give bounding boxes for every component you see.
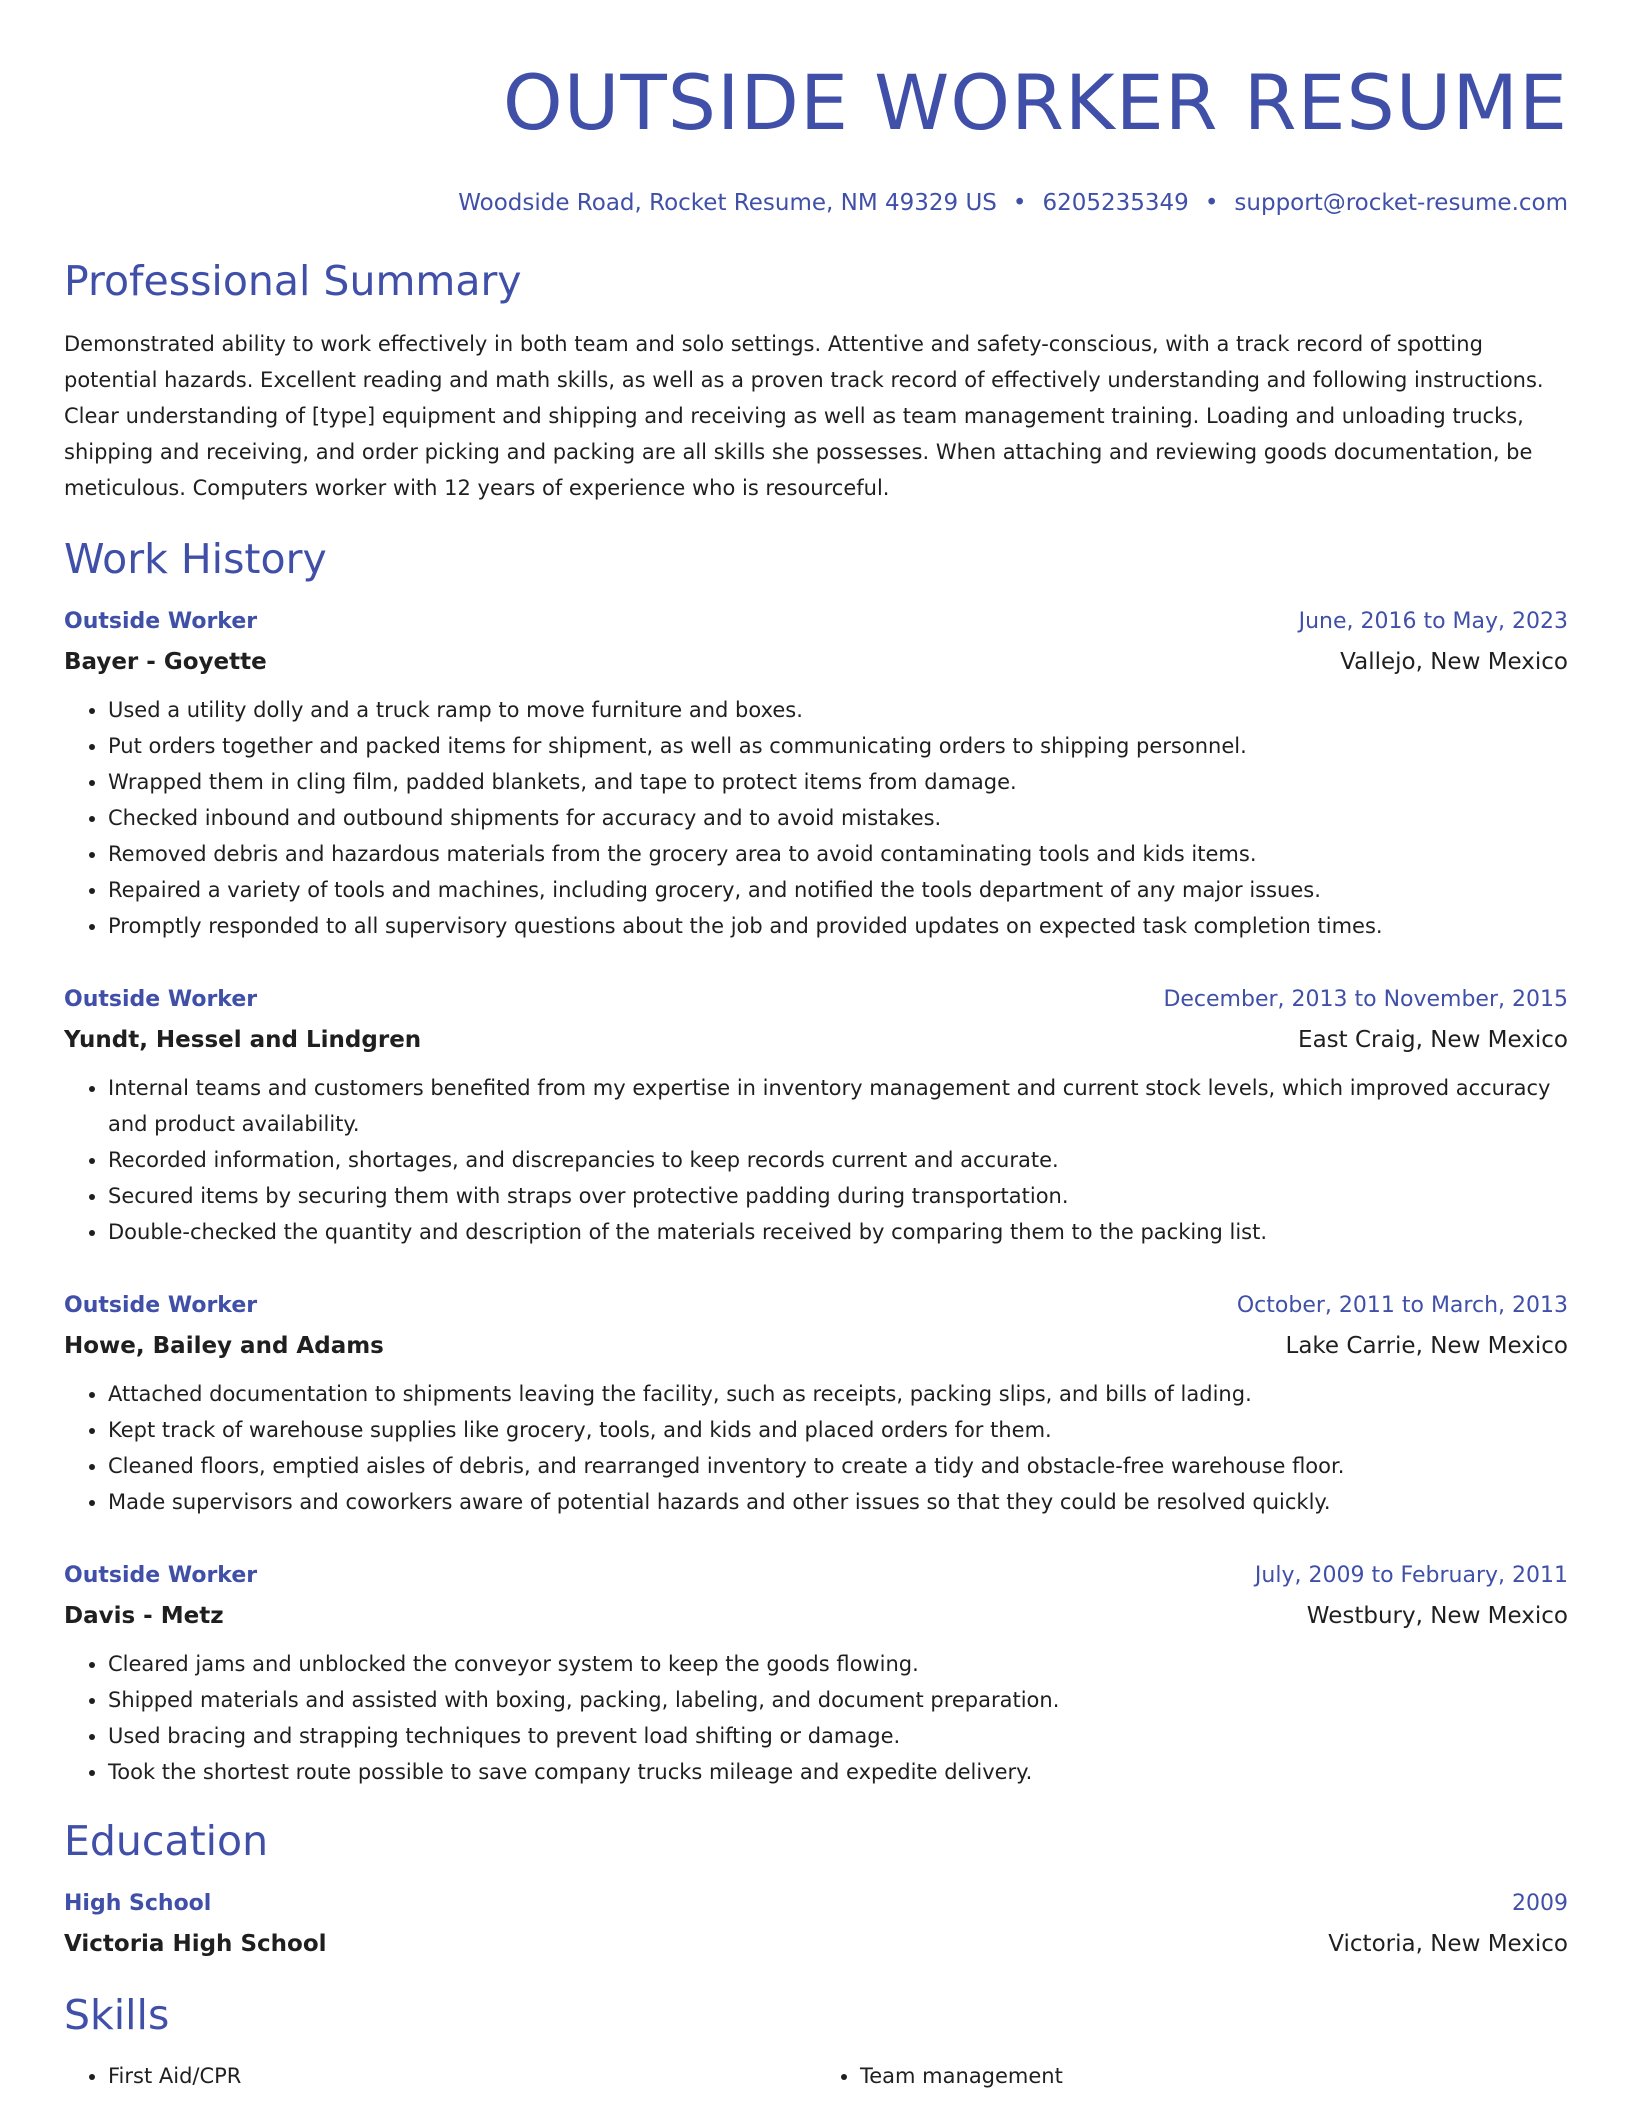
- job-bullet: • Kept track of warehouse supplies like grocery, tools, and kids and placed orders for them.: [108, 1412, 1568, 1448]
- job-bullets: [64, 1376, 1568, 1520]
- summary-text: Demonstrated ability to work effectively in both team and solo settings. Attentive and safety-conscious, with a track record of spotting potential hazards. Excellent reading and math skills, as well as a proven track record of effectively understanding and following instructions. Clear understanding of [type] equipment and shipping and receiving as well as team management training. Loading and unloading trucks, shipping and receiving, and order picking and packing are all skills she possesses. When attaching and reviewing goods documentation, be meticulous. Computers worker with 12 years of experience who is resourceful.: [64, 332, 1544, 500]
- job-location: Vallejo, New Mexico: [1340, 649, 1568, 675]
- contact-line: [64, 190, 1568, 216]
- job-employer-row: [64, 1596, 1568, 1636]
- job-dates: December, 2013 to November, 2015: [1163, 987, 1568, 1012]
- job-location: Lake Carrie, New Mexico: [1285, 1333, 1568, 1359]
- education-heading: Education: [64, 1817, 269, 1865]
- skills-heading: Skills: [64, 1991, 170, 2039]
- job-entry: [64, 980, 1568, 1250]
- skill-item: • First Aid/CPR: [108, 2058, 816, 2094]
- job-bullet: • Attached documentation to shipments leaving the facility, such as receipts, packing slips, and bills of lading.: [108, 1376, 1568, 1412]
- contact-separator: •: [1204, 190, 1219, 216]
- skills-column-left: [64, 2058, 816, 2094]
- job-title: Outside Worker: [64, 1293, 258, 1318]
- job-location: East Craig, New Mexico: [1298, 1027, 1568, 1053]
- resume-page: [64, 0, 1568, 2094]
- summary-heading: Professional Summary: [64, 257, 522, 305]
- job-employer-row: [64, 1020, 1568, 1060]
- job-header-row: [64, 1556, 1568, 1596]
- job-dates: October, 2011 to March, 2013: [1236, 1293, 1568, 1318]
- job-employer: Davis - Metz: [64, 1603, 224, 1629]
- job-employer: Howe, Bailey and Adams: [64, 1333, 384, 1359]
- job-header-row: [64, 980, 1568, 1020]
- skills-column-right: [816, 2058, 1568, 2094]
- contact-address: Woodside Road, Rocket Resume, NM 49329 US: [458, 190, 997, 216]
- job-bullet: • Checked inbound and outbound shipments for accuracy and to avoid mistakes.: [108, 800, 1568, 836]
- job-bullet: • Internal teams and customers benefited from my expertise in inventory management and current stock levels, which improved accuracy and product availability.: [108, 1070, 1568, 1142]
- contact-phone: 6205235349: [1042, 190, 1189, 216]
- job-employer: Yundt, Hessel and Lindgren: [64, 1027, 422, 1053]
- job-location: Westbury, New Mexico: [1306, 1603, 1568, 1629]
- job-bullet: • Wrapped them in cling film, padded blankets, and tape to protect items from damage.: [108, 764, 1568, 800]
- resume-name: OUTSIDE WORKER RESUME: [502, 58, 1568, 147]
- job-header-row: [64, 602, 1568, 642]
- job-employer-row: [64, 1326, 1568, 1366]
- education-location: Victoria, New Mexico: [1328, 1931, 1568, 1957]
- work-history-heading: Work History: [64, 535, 327, 583]
- job-title: Outside Worker: [64, 987, 258, 1012]
- job-bullet: • Secured items by securing them with straps over protective padding during transportation.: [108, 1178, 1568, 1214]
- job-bullet: • Made supervisors and coworkers aware of potential hazards and other issues so that they could be resolved quickly.: [108, 1484, 1568, 1520]
- job-bullet: • Took the shortest route possible to save company trucks mileage and expedite delivery.: [108, 1754, 1568, 1790]
- job-title: Outside Worker: [64, 1563, 258, 1588]
- job-bullet: • Used bracing and strapping techniques to prevent load shifting or damage.: [108, 1718, 1568, 1754]
- job-bullet: • Used a utility dolly and a truck ramp to move furniture and boxes.: [108, 692, 1568, 728]
- job-entry: [64, 1286, 1568, 1520]
- job-bullets: [64, 1646, 1568, 1790]
- job-dates: July, 2009 to February, 2011: [1254, 1563, 1568, 1588]
- contact-email: support@rocket-resume.com: [1234, 190, 1568, 216]
- education-school-row: [64, 1924, 1568, 1964]
- job-bullets: [64, 692, 1568, 944]
- contact-separator: •: [1012, 190, 1027, 216]
- education-header-row: [64, 1884, 1568, 1924]
- skill-item: • Team management: [860, 2058, 1568, 2094]
- job-bullet: • Shipped materials and assisted with boxing, packing, labeling, and document preparation.: [108, 1682, 1568, 1718]
- job-bullets: [64, 1070, 1568, 1250]
- job-title: Outside Worker: [64, 609, 258, 634]
- job-header-row: [64, 1286, 1568, 1326]
- job-dates: June, 2016 to May, 2023: [1298, 609, 1568, 634]
- job-entry: [64, 1556, 1568, 1790]
- job-bullet: • Recorded information, shortages, and discrepancies to keep records current and accurate.: [108, 1142, 1568, 1178]
- job-bullet: • Repaired a variety of tools and machines, including grocery, and notified the tools department of any major issues.: [108, 872, 1568, 908]
- job-employer-row: [64, 642, 1568, 682]
- job-bullet: • Double-checked the quantity and description of the materials received by comparing them to the packing list.: [108, 1214, 1568, 1250]
- job-bullet: • Removed debris and hazardous materials from the grocery area to avoid contaminating tools and kids items.: [108, 836, 1568, 872]
- job-bullet: • Put orders together and packed items for shipment, as well as communicating orders to shipping personnel.: [108, 728, 1568, 764]
- job-bullet: • Cleared jams and unblocked the conveyor system to keep the goods flowing.: [108, 1646, 1568, 1682]
- education-year: 2009: [1512, 1891, 1568, 1916]
- job-bullet: • Cleaned floors, emptied aisles of debris, and rearranged inventory to create a tidy and obstacle-free warehouse floor.: [108, 1448, 1568, 1484]
- job-bullet: • Promptly responded to all supervisory questions about the job and provided updates on expected task completion times.: [108, 908, 1568, 944]
- skills-list: [64, 2058, 1568, 2094]
- education-entry: [64, 1884, 1568, 1964]
- job-employer: Bayer - Goyette: [64, 649, 267, 675]
- education-degree: High School: [64, 1891, 212, 1916]
- job-entry: [64, 602, 1568, 944]
- education-school: Victoria High School: [64, 1931, 327, 1957]
